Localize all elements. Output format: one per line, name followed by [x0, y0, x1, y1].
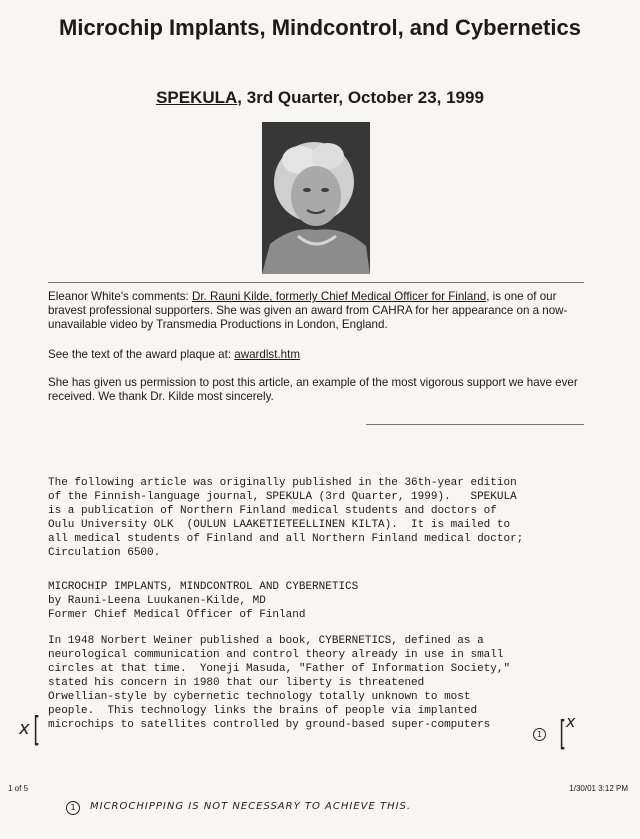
- handwritten-bracket-left: [: [33, 710, 40, 750]
- divider-bottom: [366, 424, 584, 425]
- award-plaque-note: See the text of the award plaque at: awardlst.htm: [48, 348, 300, 361]
- journal-name: SPEKULA: [156, 88, 238, 107]
- portrait-photo: [262, 122, 370, 274]
- subtitle: [0, 88, 640, 108]
- page-number: 1 of 5: [8, 784, 29, 793]
- handwritten-footnote: MICROCHIPPING IS NOT NECESSARY TO ACHIEVE THIS.: [90, 801, 412, 812]
- permission-note: She has given us permission to post this article, an example of the most vigorous support we have ever received. We thank Dr. Kilde most sincerely.: [48, 376, 578, 403]
- print-timestamp: 1/30/01 3:12 PM: [569, 784, 628, 793]
- issue-date: , 3rd Quarter, October 23, 1999: [237, 88, 484, 107]
- page-title: Microchip Implants, Mindcontrol, and Cybernetics: [59, 15, 581, 40]
- footnote-number: 1: [66, 801, 80, 815]
- article-header: MICROCHIP IMPLANTS, MINDCONTROL AND CYBERNETICS by Rauni-Leena Luukanen-Kilde, MD Former Chief Medical Officer of Finland: [48, 581, 359, 621]
- article-body: In 1948 Norbert Weiner published a book, CYBERNETICS, defined as a neurological communication and control theory already in use in small circles at that time. Yoneji Masuda, "Father of Information Society," stated his concern in 1980 that our liberty is threatened Orwellian-style by cybernetic technology totally unknown to most people. This technology links the brains of people via implanted microchips to satellites controlled by ground-based super-computers: [48, 635, 511, 731]
- handwritten-circled-number: 1: [533, 728, 546, 741]
- article-intro: The following article was originally published in the 36th-year edition of the Finnish-language journal, SPEKULA (3rd Quarter, 1999). SPEKULA is a publication of Northern Finland medical students and doctors of Oulu University OLK (OULUN LAAKETIETEELLINEN KILTA). It is mailed to all medical students of Finland and all Northern Finland medical doctor; Circulation 6500.: [48, 477, 524, 559]
- award-plaque-link[interactable]: awardlst.htm: [234, 348, 300, 361]
- editor-comments: Eleanor White's comments: Dr. Rauni Kilde, formerly Chief Medical Officer for Finland, is one of our bravest professional supporters. She was given an award from CAHRA for her appearance on a now-unavailable video by Transmedia Productions in London, England.: [48, 290, 568, 331]
- handwritten-x-mark-right: x: [566, 712, 576, 731]
- handwritten-x-mark: x: [19, 718, 30, 739]
- handwritten-bracket-right: [: [559, 714, 566, 754]
- divider-top: [48, 282, 584, 283]
- kilde-link[interactable]: Dr. Rauni Kilde, formerly Chief Medical Officer for Finland: [191, 290, 487, 303]
